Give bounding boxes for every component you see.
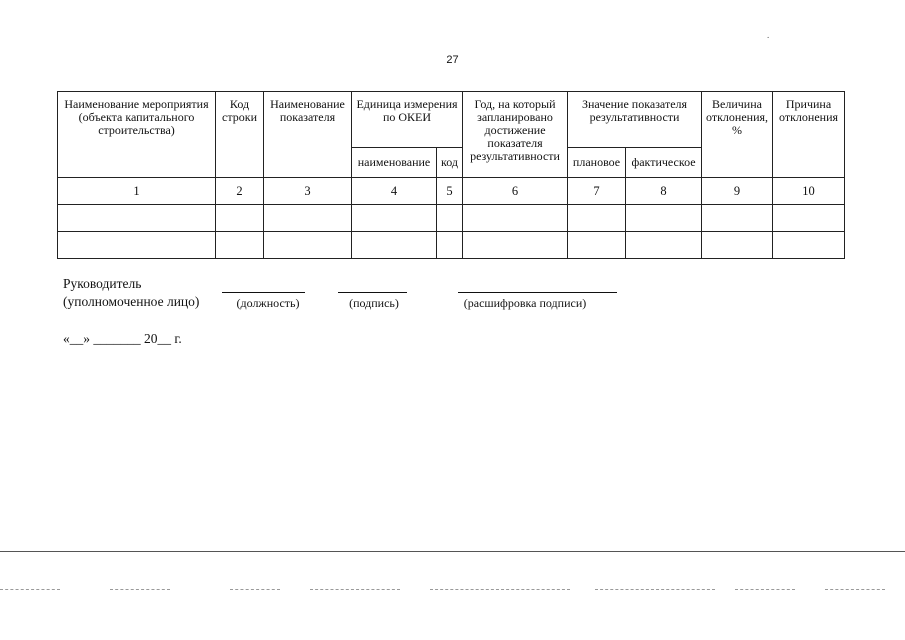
header-planned-year: Год, на который запланировано достижение показателя результативности (463, 92, 568, 178)
header-unit-name: наименование (352, 148, 437, 178)
footer-dash (595, 589, 715, 590)
table-cell[interactable] (216, 232, 264, 259)
column-number: 3 (264, 178, 352, 205)
position-caption: (должность) (236, 296, 300, 310)
header-event-name: Наименование мероприятия (объекта капитального строительства) (58, 92, 216, 178)
table-cell[interactable] (773, 205, 845, 232)
header-row-code: Код строки (216, 92, 264, 178)
report-table (57, 91, 845, 259)
column-number: 4 (352, 178, 437, 205)
footer-dash (110, 589, 170, 590)
header-value-planned: плановое (568, 148, 626, 178)
table-cell[interactable] (568, 232, 626, 259)
table-cell[interactable] (702, 205, 773, 232)
footer-dash (310, 589, 400, 590)
column-number: 1 (58, 178, 216, 205)
column-number: 10 (773, 178, 845, 205)
column-number: 9 (702, 178, 773, 205)
column-number: 6 (463, 178, 568, 205)
column-number: 5 (437, 178, 463, 205)
table-cell[interactable] (216, 205, 264, 232)
page-number: 27 (446, 54, 459, 66)
header-deviation-value: Величина отклонения, % (702, 92, 773, 178)
footer-dash (825, 589, 885, 590)
table-cell[interactable] (463, 232, 568, 259)
table-cell[interactable] (58, 205, 216, 232)
header-value-actual: фактическое (626, 148, 702, 178)
table-cell[interactable] (568, 205, 626, 232)
column-number-row (58, 178, 845, 205)
column-number: 8 (626, 178, 702, 205)
head-sublabel: (уполномоченное лицо) (63, 294, 200, 309)
footer-dash (230, 589, 280, 590)
signature-caption: (подпись) (349, 296, 399, 310)
table-cell[interactable] (264, 205, 352, 232)
position-line[interactable] (222, 292, 305, 293)
table-cell[interactable] (626, 205, 702, 232)
table-cell[interactable] (773, 232, 845, 259)
table-cell[interactable] (352, 232, 437, 259)
signature-line[interactable] (338, 292, 407, 293)
footer-dash (0, 589, 60, 590)
footer-dash (735, 589, 795, 590)
column-number: 7 (568, 178, 626, 205)
table-cell[interactable] (437, 205, 463, 232)
table-cell[interactable] (264, 232, 352, 259)
decode-line[interactable] (458, 292, 617, 293)
table-row (58, 205, 845, 232)
table-cell[interactable] (437, 232, 463, 259)
table-cell[interactable] (626, 232, 702, 259)
header-unit-code: код (437, 148, 463, 178)
footer-dash (430, 589, 570, 590)
table-cell[interactable] (463, 205, 568, 232)
stray-dot: . (767, 30, 770, 40)
header-value-group: Значение показателя результативности (568, 92, 702, 148)
table-cell[interactable] (702, 232, 773, 259)
head-label: Руководитель (63, 276, 142, 291)
table-cell[interactable] (352, 205, 437, 232)
table-cell[interactable] (58, 232, 216, 259)
header-deviation-reason: Причина отклонения (773, 92, 845, 178)
table-row (58, 232, 845, 259)
date-line: «__» _______ 20__ г. (63, 331, 182, 346)
header-unit-group: Единица измерения по ОКЕИ (352, 92, 463, 148)
header-indicator-name: Наименование показателя (264, 92, 352, 178)
decode-caption: (расшифровка подписи) (463, 296, 587, 310)
footer-rule (0, 551, 905, 552)
column-number: 2 (216, 178, 264, 205)
